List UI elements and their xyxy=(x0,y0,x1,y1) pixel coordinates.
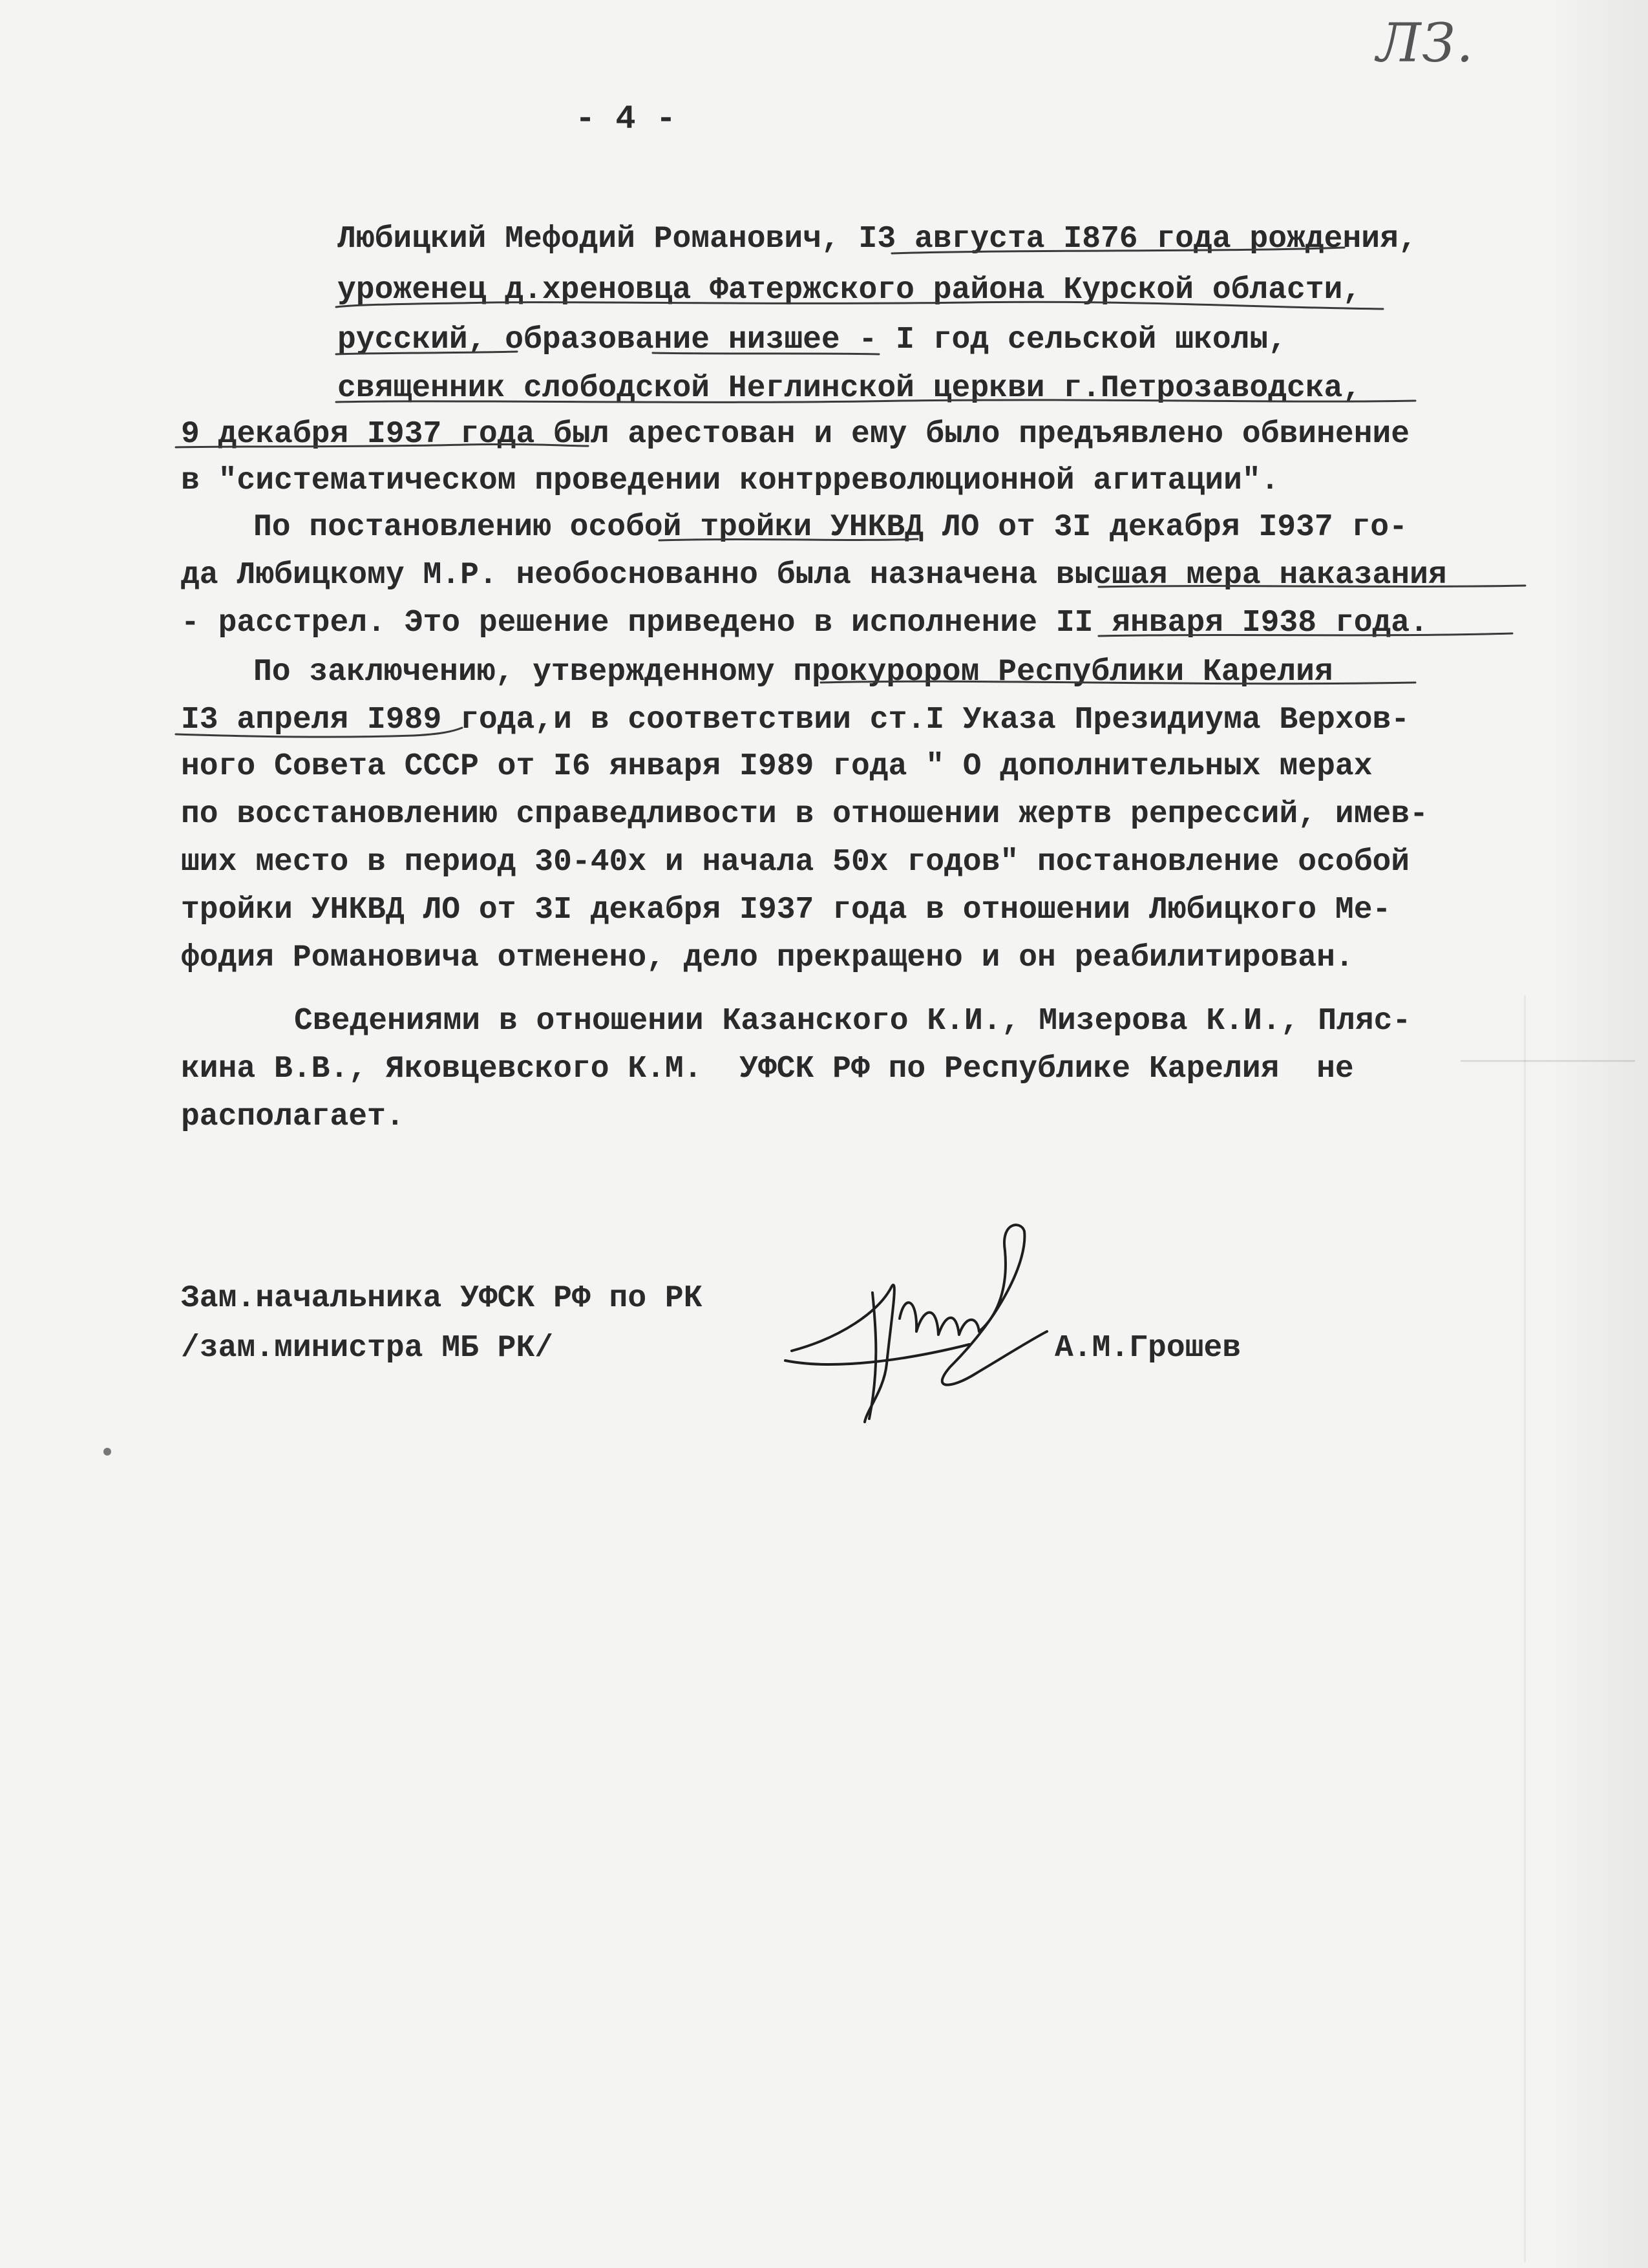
body-line: 9 декабря I937 года был арестован и ему было предъявлено обвинение xyxy=(181,417,1410,452)
body-line: ших место в период 30-40х и начала 50х годов" постановление особой xyxy=(181,845,1410,880)
body-line: По постановлению особой тройки УНКВД ЛО от 3I декабря I937 го- xyxy=(253,510,1408,545)
page-number: - 4 - xyxy=(575,100,677,138)
body-line: да Любицкому М.Р. необоснованно была назначена высшая мера наказания xyxy=(181,558,1447,593)
signatory-title-line1: Зам.начальника УФСК РФ по РК xyxy=(181,1281,703,1316)
handwritten-folio-number: ЛЗ. xyxy=(1377,13,1475,74)
paper-mark xyxy=(1461,1060,1635,1062)
body-line: Сведениями в отношении Казанского К.И., Мизерова К.И., Пляс- xyxy=(294,1004,1411,1039)
body-line: по восстановлению справедливости в отношении жертв репрессий, имев- xyxy=(181,797,1428,832)
page-edge-shadow xyxy=(1545,0,1648,2268)
signatory-title-line2: /зам.министра МБ РК/ xyxy=(181,1331,554,1366)
paper-speck xyxy=(103,1448,111,1456)
body-line: Любицкий Мефодий Романович, I3 августа I876 года рождения, xyxy=(337,222,1417,257)
body-line: кина В.В., Яковцевского К.М. УФСК РФ по Республике Карелия не xyxy=(181,1052,1354,1086)
paper-crease xyxy=(1524,995,1526,2262)
signatory-name: А.М.Грошев xyxy=(1055,1331,1241,1366)
signature xyxy=(785,1225,1047,1422)
body-line: уроженец д.хреновца Фатержского района Курской области, xyxy=(337,273,1362,308)
body-line: По заключению, утвержденному прокурором Республики Карелия xyxy=(253,655,1333,690)
body-line: ного Совета СССР от I6 января I989 года " О дополнительных мерах xyxy=(181,749,1373,784)
body-line: тройки УНКВД ЛО от 3I декабря I937 года в отношении Любицкого Ме- xyxy=(181,893,1391,927)
body-line: располагает. xyxy=(181,1099,405,1134)
body-line: фодия Романовича отменено, дело прекращено и он реабилитирован. xyxy=(181,940,1354,975)
body-line: - расстрел. Это решение приведено в исполнение II января I938 года. xyxy=(181,606,1428,641)
body-line: I3 апреля I989 года,и в соответствии ст.I Указа Президиума Верхов- xyxy=(181,703,1410,737)
body-line: в "систематическом проведении контрреволюционной агитации". xyxy=(181,463,1280,498)
body-line: священник слободской Неглинской церкви г.Петрозаводска, xyxy=(337,371,1362,406)
body-line: русский, образование низшее - I год сельской школы, xyxy=(337,323,1287,357)
